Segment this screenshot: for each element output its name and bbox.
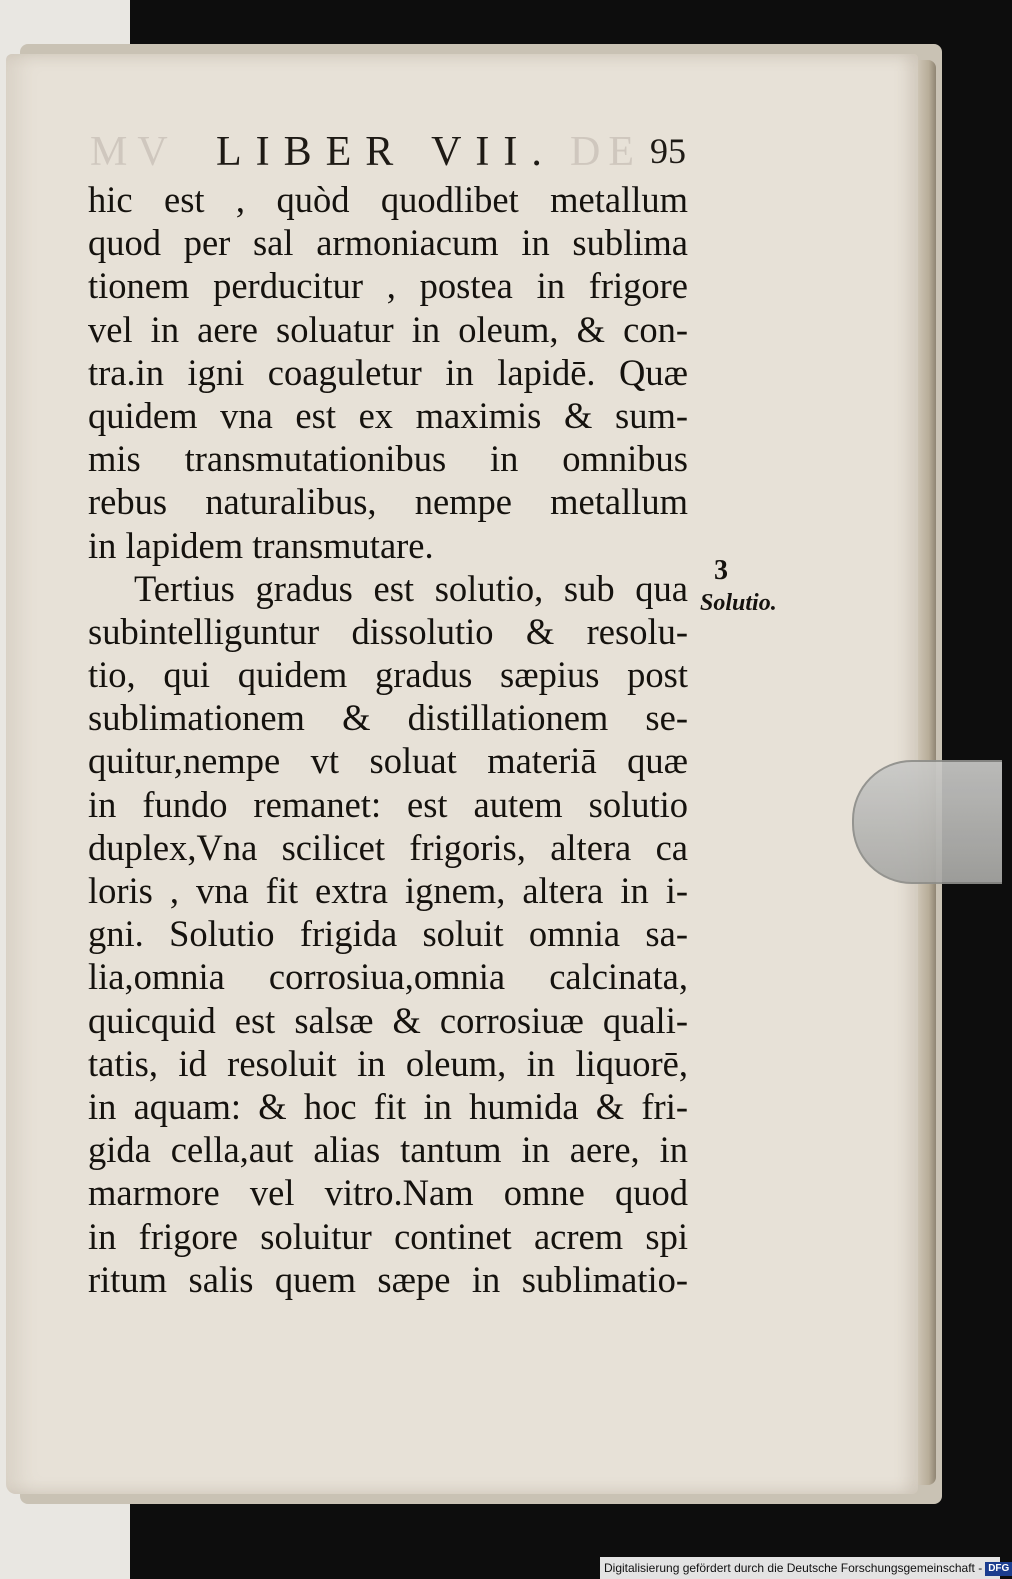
text-line: tra.in igni coaguletur in lapidē. Quæ — [88, 351, 688, 393]
text-line: mis transmutationibus in omnibus — [88, 438, 688, 480]
running-title: LIBER VII. — [216, 129, 556, 175]
text-line: tio, qui quidem gradus sæpius post — [88, 654, 688, 696]
text-line: lia,omnia corrosiua,omnia calcinata, — [88, 956, 688, 998]
text-line: hic est , quòd quodlibet metallum — [88, 179, 688, 220]
bleed-through-text-right: DE — [570, 129, 642, 175]
text-line: duplex,Vna scilicet frigoris, altera ca — [88, 826, 688, 868]
text-line: marmore vel vitro.Nam omne quod — [88, 1172, 688, 1214]
text-line: quidem vna est ex maximis & sum- — [88, 394, 688, 436]
folio-number: 95 — [650, 131, 686, 171]
text-line: gni. Solutio frigida soluit omnia sa- — [88, 913, 688, 955]
text-line: loris , vna fit extra ignem, altera in i- — [88, 870, 688, 911]
page-body — [88, 178, 688, 1301]
text-line: rebus naturalibus, nempe metallum — [88, 481, 688, 523]
text-line: in aquam: & hoc fit in humida & fri- — [88, 1085, 688, 1127]
text-line: tionem perducitur , postea in frigore — [88, 265, 688, 307]
text-line: quicquid est salsæ & corrosiuæ quali- — [88, 999, 688, 1041]
text-line: sublimationem & distillationem se- — [88, 697, 688, 739]
text-line: subintelliguntur dissolutio & resolu- — [88, 610, 688, 652]
page-clip — [852, 760, 1002, 884]
text-line: quod per sal armoniacum in sublima — [88, 222, 688, 264]
margin-note-number: 3 — [714, 555, 728, 586]
text-line: ritum salis quem sæpe in sublimatio- — [88, 1258, 688, 1300]
text-line: in lapidem transmutare. — [88, 524, 434, 566]
text-line: quitur,nempe vt soluat materiā quæ — [88, 740, 688, 782]
text-line: in frigore soluitur continet acrem spi — [88, 1215, 688, 1257]
text-line: Tertius gradus est solutio, sub qua — [134, 567, 688, 609]
text-line: tatis, id resoluit in oleum, in liquorē, — [88, 1042, 688, 1084]
digitization-footer — [600, 1557, 1010, 1579]
dfg-logo: DFG — [985, 1562, 1012, 1576]
footer-text: Digitalisierung gefördert durch die Deutsche Forschungsgemeinschaft - — [604, 1561, 983, 1575]
margin-note-label: Solutio. — [700, 590, 777, 616]
text-line: vel in aere soluatur in oleum, & con- — [88, 308, 688, 350]
text-line: gida cella,aut alias tantum in aere, in — [88, 1129, 688, 1171]
text-line: in fundo remanet: est autem solutio — [88, 783, 688, 825]
bleed-through-text-left: MV — [90, 129, 178, 175]
